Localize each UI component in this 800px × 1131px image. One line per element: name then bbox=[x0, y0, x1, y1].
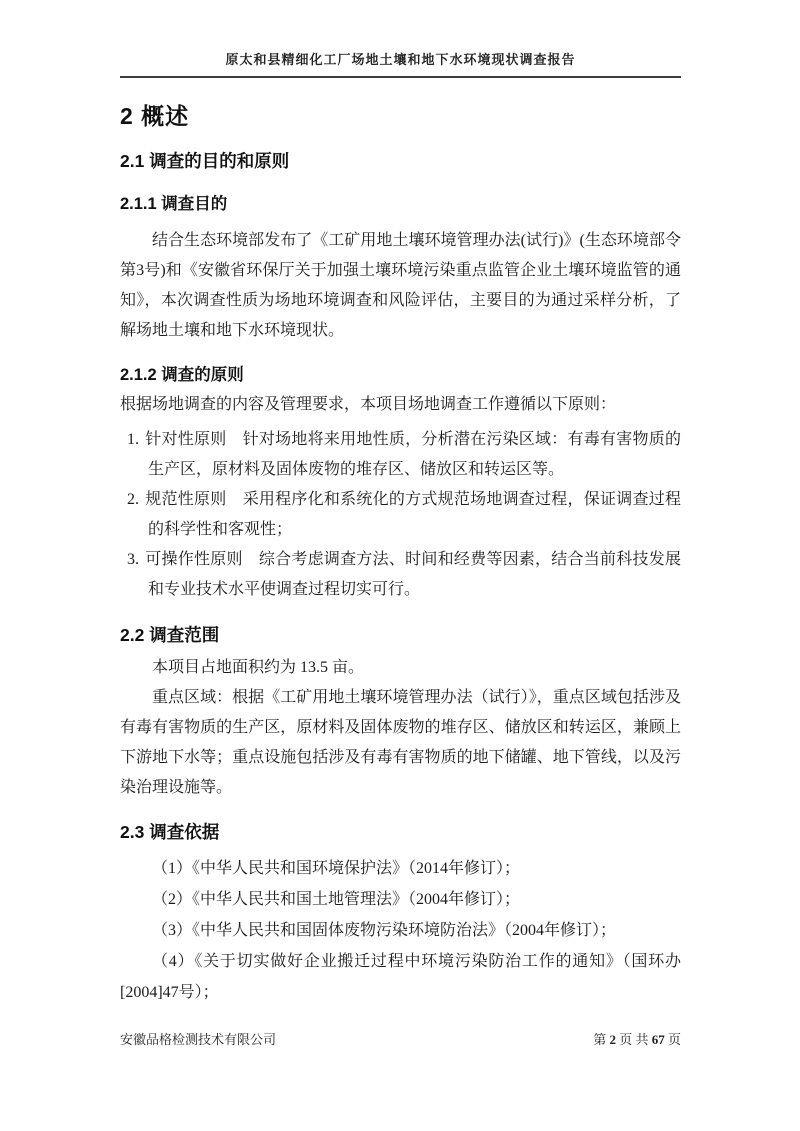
total-page-number: 67 bbox=[651, 1032, 665, 1047]
section-heading-2-2: 2.2 调查范围 bbox=[120, 625, 220, 645]
principle-item-3 bbox=[120, 545, 681, 605]
current-page-number: 2 bbox=[609, 1032, 616, 1047]
chapter-heading: 2 概述 bbox=[120, 103, 190, 129]
reference-item-2: （2）《中华人民共和国土地管理法》（2004年修订）； bbox=[152, 891, 521, 908]
subsection-heading-2-1-2: 2.1.2 调查的原则 bbox=[120, 366, 244, 384]
paragraph-key-areas: 重点区域：根据《工矿用地土壤环境管理办法（试行）》，重点区域包括涉及有毒有害物质的生产区，原材料及固体废物的堆存区、储放区和转运区，兼顾上下游地下水等；重点设施包括涉及有毒有害物质的地下储罐、地下管线，以及污染治理设施等。 bbox=[120, 689, 681, 796]
paragraph-principles-intro: 根据场地调查的内容及管理要求，本项目场地调查工作遵循以下原则： bbox=[120, 396, 617, 413]
reference-item-4: （4）《关于切实做好企业搬迁过程中环境污染防治工作的通知》（国环办[2004]47号）； bbox=[120, 953, 681, 1001]
page-header bbox=[120, 0, 681, 78]
principle-text-3: 可操作性原则 综合考虑调查方法、时间和经费等因素，结合当前科技发展和专业技术水平使调查过程切实可行。 bbox=[145, 551, 681, 598]
page-label-suffix: 页 bbox=[667, 1032, 681, 1047]
section-heading-2-1: 2.1 调查的目的和原则 bbox=[120, 151, 290, 171]
principle-item-2 bbox=[120, 485, 681, 545]
principle-number-1: 1. bbox=[127, 431, 139, 448]
principles-list bbox=[120, 425, 681, 605]
footer-page-number bbox=[593, 1031, 681, 1049]
report-header-title: 原太和县精细化工厂场地土壤和地下水环境现状调查报告 bbox=[225, 52, 576, 67]
principle-text-2: 规范性原则 采用程序化和系统化的方式规范场地调查过程，保证调查过程的科学性和客观性； bbox=[145, 491, 681, 538]
paragraph-survey-purpose: 结合生态环境部发布了《工矿用地土壤环境管理办法(试行)》(生态环境部令第3号)和《安徽省环保厅关于加强土壤环境污染重点监管企业土壤环境监管的通知》，本次调查性质为场地环境调查和风险评估，主要目的为通过采样分析，了解场地土壤和地下水环境现状。 bbox=[120, 232, 681, 339]
page-content bbox=[120, 0, 681, 1008]
footer-company: 安徽品格检测技术有限公司 bbox=[120, 1032, 277, 1047]
principle-number-3: 3. bbox=[127, 551, 139, 568]
paragraph-site-area: 本项目占地面积约为 13.5 亩。 bbox=[152, 659, 365, 676]
section-heading-2-3: 2.3 调查依据 bbox=[120, 822, 220, 842]
subsection-heading-2-1-1: 2.1.1 调查目的 bbox=[120, 195, 228, 213]
principle-number-2: 2. bbox=[127, 491, 139, 508]
reference-item-1: （1）《中华人民共和国环境保护法》（2014年修订）； bbox=[152, 860, 521, 877]
page-label-prefix: 第 bbox=[593, 1032, 607, 1047]
reference-item-3: （3）《中华人民共和国固体废物污染环境防治法》（2004年修订）； bbox=[152, 922, 617, 939]
page-label-middle: 页 共 bbox=[619, 1032, 649, 1047]
page-footer bbox=[120, 1031, 681, 1049]
principle-text-1: 针对性原则 针对场地将来用地性质，分析潜在污染区域：有毒有害物质的生产区，原材料及固体废物的堆存区、储放区和转运区等。 bbox=[145, 431, 681, 478]
principle-item-1 bbox=[120, 425, 681, 485]
reference-list bbox=[120, 853, 681, 1008]
